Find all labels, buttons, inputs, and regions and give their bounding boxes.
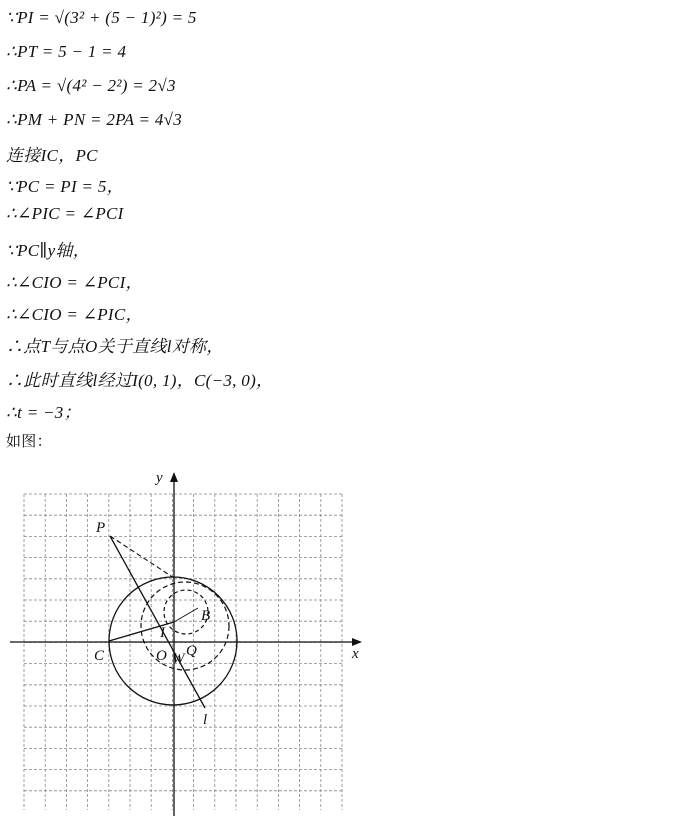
y-axis-arrow-icon: [170, 472, 178, 482]
solution-line-8: ∵PC∥y轴，: [6, 241, 91, 260]
solution-line-7: ∴∠PIC = ∠PCI: [6, 204, 124, 223]
segment-IB: [174, 608, 198, 622]
coordinate-figure: [0, 462, 679, 820]
solution-line-6: ∵PC = PI = 5，: [6, 177, 124, 196]
solution-line-14: 如图：: [6, 432, 52, 450]
solution-line-2: ∴PT = 5 − 1 = 4: [6, 42, 127, 61]
label-x: x: [352, 646, 359, 662]
label-y: y: [156, 470, 163, 486]
solution-line-10: ∴∠CIO = ∠PIC，: [6, 305, 143, 324]
solution-line-13: ∴t = −3；: [6, 403, 81, 422]
label-Q: Q: [186, 643, 197, 659]
tangent-dashed-line: [110, 536, 174, 578]
label-I: I: [160, 625, 165, 641]
x-axis-arrow-icon: [352, 638, 362, 646]
solution-line-3: ∴PA = √(4² − 2²) = 2√3: [6, 76, 176, 95]
dashed-circle-large: [141, 582, 229, 670]
solution-line-9: ∴∠CIO = ∠PCI，: [6, 273, 143, 292]
label-O: O: [156, 648, 167, 664]
solution-line-12: ∴此时直线l经过I(0, 1)，C(−3, 0)，: [6, 371, 274, 390]
solution-line-5: 连接IC，PC: [6, 146, 98, 165]
label-P: P: [96, 520, 106, 536]
label-C: C: [94, 648, 105, 664]
solution-line-1: ∵PI = √(3² + (5 − 1)²) = 5: [6, 8, 197, 27]
label-l: l: [203, 712, 208, 728]
label-B: B: [201, 608, 211, 624]
solution-line-11: ∴点T与点O关于直线l对称，: [6, 337, 224, 356]
label-W: W: [172, 651, 185, 667]
solution-line-4: ∴PM + PN = 2PA = 4√3: [6, 110, 183, 129]
